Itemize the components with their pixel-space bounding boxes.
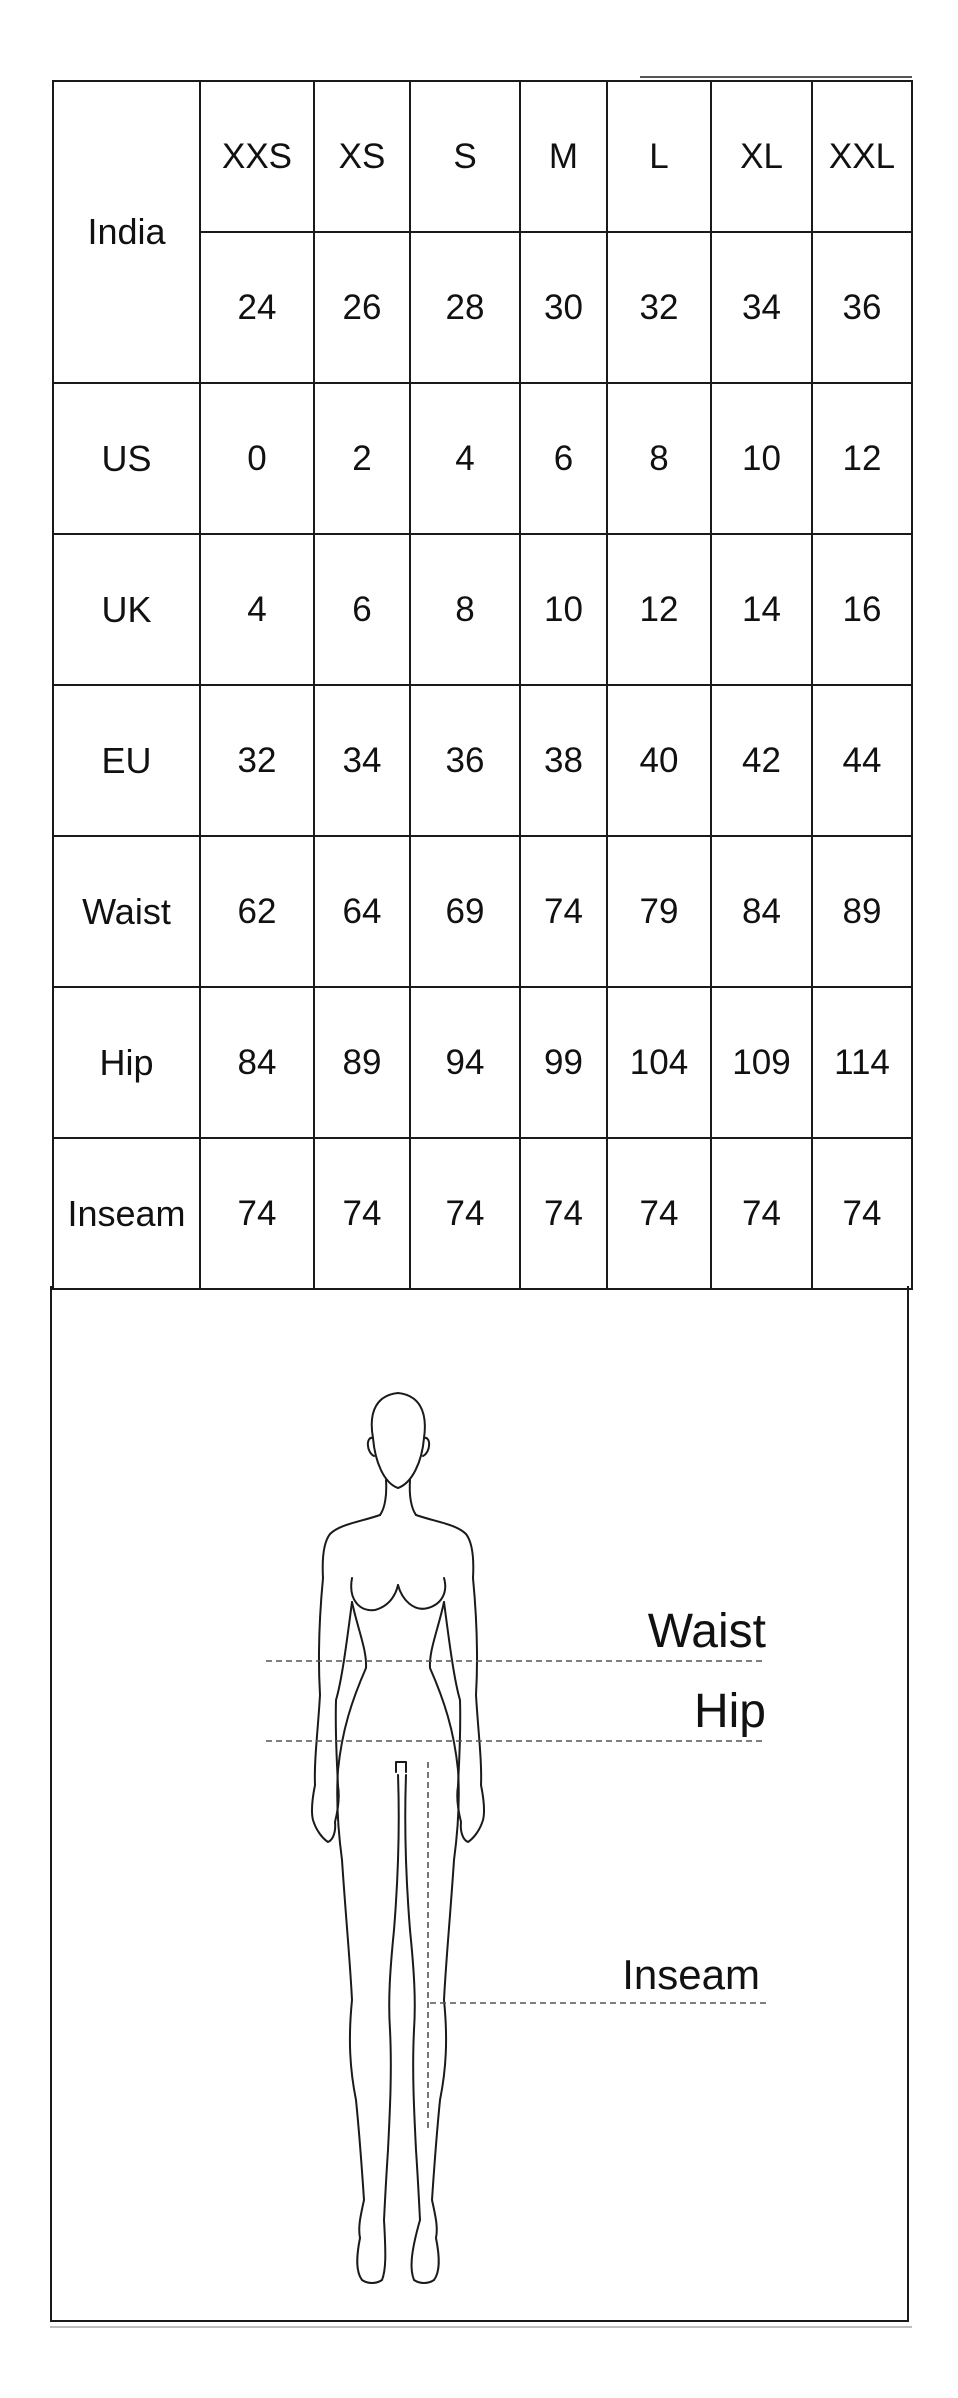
arm-right	[457, 1578, 484, 1842]
size-value-cell: 38	[520, 685, 607, 836]
size-value-cell: 84	[200, 987, 314, 1138]
shoulder-left	[323, 1515, 380, 1578]
size-value-cell: 12	[607, 534, 711, 685]
size-value-cell: 36	[410, 685, 520, 836]
size-value-cell: 16	[812, 534, 912, 685]
size-value-cell: 109	[711, 987, 812, 1138]
size-value-cell: 2	[314, 383, 410, 534]
size-letter-cell: XXS	[200, 81, 314, 232]
shoulder-right	[416, 1515, 473, 1578]
inner-arm-right	[444, 1602, 460, 1786]
size-value-cell: 30	[520, 232, 607, 383]
size-value-cell: 94	[410, 987, 520, 1138]
size-value-cell: 14	[711, 534, 812, 685]
size-letter-cell: XS	[314, 81, 410, 232]
size-letter-cell: S	[410, 81, 520, 232]
size-value-cell: 89	[812, 836, 912, 987]
size-value-cell: 79	[607, 836, 711, 987]
leg-right-inner	[405, 1775, 420, 2220]
size-value-cell: 36	[812, 232, 912, 383]
row-label-us: US	[53, 383, 200, 534]
size-value-cell: 64	[314, 836, 410, 987]
measurement-guides	[266, 1661, 766, 2132]
size-value-cell: 34	[711, 232, 812, 383]
size-value-cell: 62	[200, 836, 314, 987]
size-value-cell: 114	[812, 987, 912, 1138]
foot-right	[412, 2220, 439, 2283]
arm-left	[312, 1578, 339, 1842]
size-value-cell: 74	[812, 1138, 912, 1289]
inseam-label: Inseam	[622, 1951, 760, 1998]
size-value-cell: 74	[314, 1138, 410, 1289]
size-value-cell: 28	[410, 232, 520, 383]
torso-right	[430, 1602, 459, 1860]
size-value-cell: 4	[410, 383, 520, 534]
size-value-cell: 74	[200, 1138, 314, 1289]
size-value-cell: 74	[607, 1138, 711, 1289]
size-value-cell: 74	[410, 1138, 520, 1289]
neck-left	[380, 1480, 386, 1515]
inner-arm-left	[336, 1602, 352, 1786]
size-value-cell: 44	[812, 685, 912, 836]
head-outline	[372, 1393, 425, 1488]
size-value-cell: 8	[410, 534, 520, 685]
size-value-cell: 26	[314, 232, 410, 383]
size-letter-cell: L	[607, 81, 711, 232]
row-label-india: India	[53, 81, 200, 383]
row-label-waist: Waist	[53, 836, 200, 987]
row-label-inseam: Inseam	[53, 1138, 200, 1289]
size-value-cell: 0	[200, 383, 314, 534]
size-value-cell: 74	[520, 1138, 607, 1289]
row-label-hip: Hip	[53, 987, 200, 1138]
female-body-outline-icon	[312, 1393, 484, 2283]
size-value-cell: 4	[200, 534, 314, 685]
size-letter-cell: XL	[711, 81, 812, 232]
size-letter-cell: XXL	[812, 81, 912, 232]
leg-left-inner	[384, 1775, 399, 2220]
size-value-cell: 10	[711, 383, 812, 534]
size-value-cell: 69	[410, 836, 520, 987]
size-letter-cell: M	[520, 81, 607, 232]
size-value-cell: 32	[607, 232, 711, 383]
size-value-cell: 6	[314, 534, 410, 685]
size-value-cell: 6	[520, 383, 607, 534]
neck-right	[410, 1480, 416, 1515]
leg-right-outer	[432, 1860, 454, 2238]
torso-left	[337, 1602, 366, 1860]
row-label-uk: UK	[53, 534, 200, 685]
size-value-cell: 10	[520, 534, 607, 685]
size-value-cell: 12	[812, 383, 912, 534]
leg-left-outer	[342, 1860, 364, 2238]
foot-left	[357, 2220, 385, 2283]
size-value-cell: 74	[711, 1138, 812, 1289]
size-value-cell: 104	[607, 987, 711, 1138]
size-value-cell: 40	[607, 685, 711, 836]
size-value-cell: 89	[314, 987, 410, 1138]
bust-right	[398, 1578, 445, 1609]
size-value-cell: 8	[607, 383, 711, 534]
waist-label: Waist	[647, 1605, 766, 1658]
size-value-cell: 84	[711, 836, 812, 987]
size-value-cell: 32	[200, 685, 314, 836]
size-value-cell: 74	[520, 836, 607, 987]
hip-label: Hip	[693, 1685, 766, 1738]
size-value-cell: 24	[200, 232, 314, 383]
bust-left	[351, 1578, 398, 1610]
crotch-line	[396, 1762, 406, 1772]
size-value-cell: 99	[520, 987, 607, 1138]
size-value-cell: 34	[314, 685, 410, 836]
size-value-cell: 42	[711, 685, 812, 836]
row-label-eu: EU	[53, 685, 200, 836]
